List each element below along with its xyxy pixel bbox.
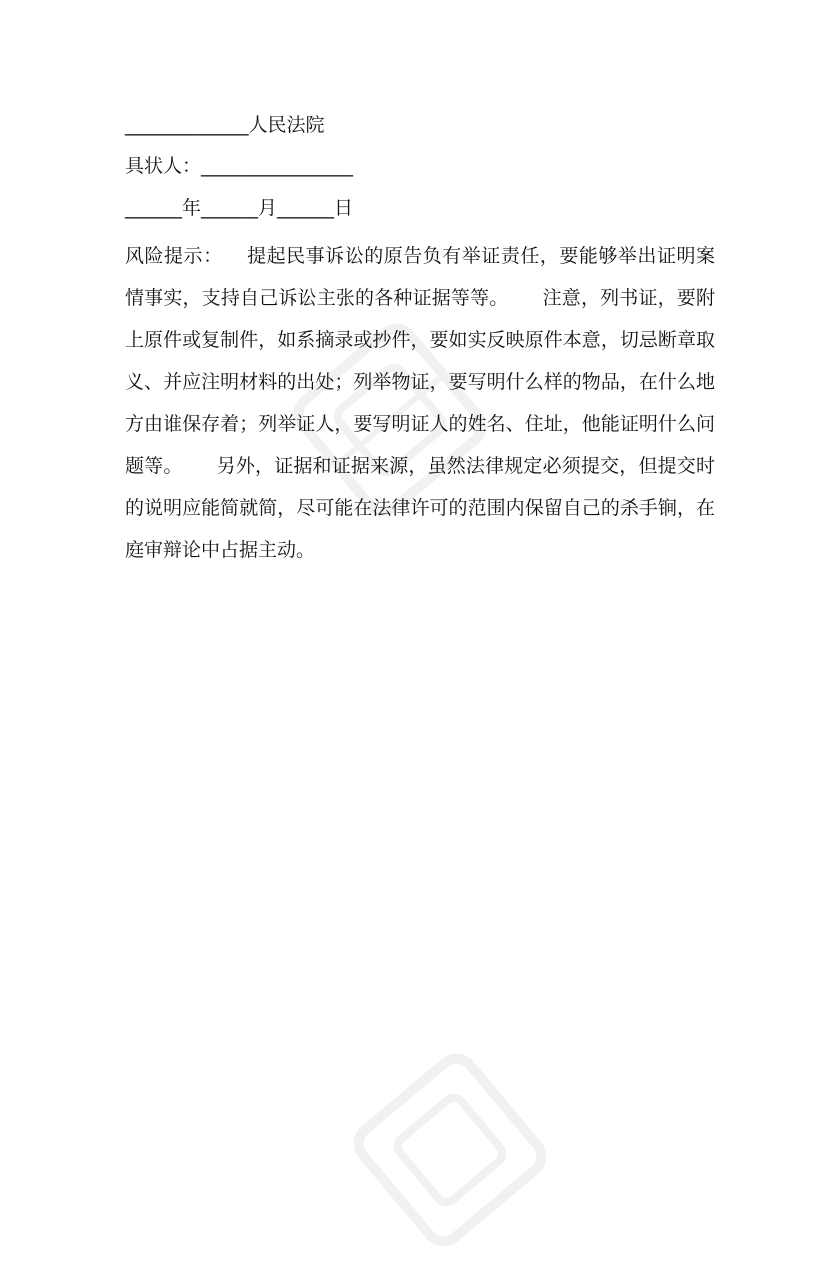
petitioner-line: 具状人：________________ <box>125 155 354 177</box>
risk-segment-3: 另外，证据和证据来源，虽然法律规定必须提交，但提交时的说明应能简就简，尽可能在法律许可的范围内保留自己的杀手锏，在庭审辩论中占据主动。 <box>125 455 715 561</box>
date-line: ______年______月______日 <box>125 197 354 219</box>
document-body <box>125 110 715 571</box>
watermark-stamp-icon-bottom <box>323 1023 577 1277</box>
risk-label: 风险提示： <box>125 245 223 267</box>
risk-segment-2: 注意，列书证，要附上原件或复制件，如系摘录或抄件，要如实反映原件本意，切忌断章取义、并应注明材料的出处；列举物证，要写明什么样的物品，在什么地方由谁保存着；列举证人，要写明证人的姓名、住址，他能证明什么问题等。 <box>125 287 715 477</box>
risk-notice-paragraph <box>125 235 715 571</box>
court-line: _____________人民法院 <box>125 114 325 136</box>
risk-segment-1: 提起民事诉讼的原告负有举证责任，要能够举出证明案情事实，支持自己诉讼主张的各种证据等等。 <box>125 245 715 309</box>
